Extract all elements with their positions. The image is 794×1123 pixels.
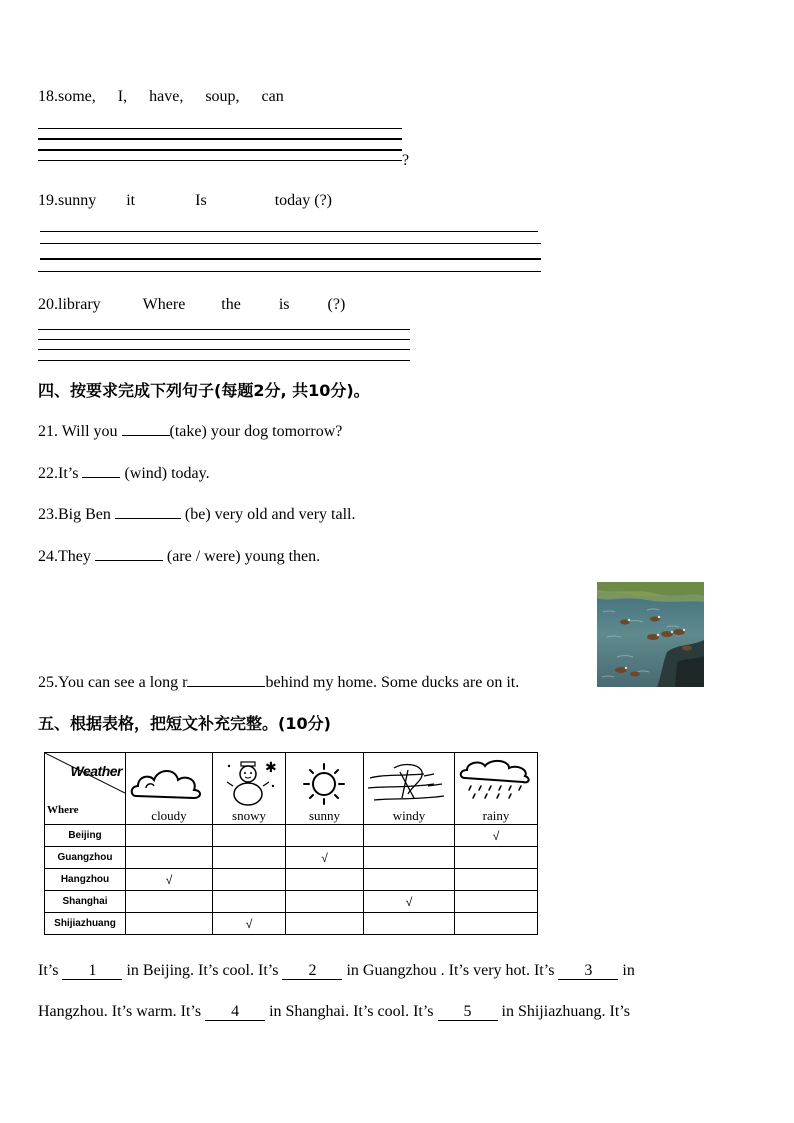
city-cell: Shijiazhuang (45, 913, 126, 935)
cloudy-icon (126, 758, 212, 808)
column-label: rainy (482, 808, 510, 823)
sunny-icon (286, 758, 363, 808)
weather-cell (213, 891, 286, 913)
answer-blank[interactable] (95, 546, 163, 561)
city-cell: Beijing (45, 825, 126, 847)
question-18 (38, 88, 284, 106)
weather-cell (213, 825, 286, 847)
answer-line[interactable] (38, 360, 410, 361)
weather-cell (455, 913, 538, 935)
section-5-heading: 五、根据表格，把短文补充完整。(10分) (38, 714, 331, 733)
weather-cell (455, 869, 538, 891)
answer-line[interactable] (40, 243, 541, 244)
answer-line[interactable] (40, 258, 541, 260)
passage-text: It’s (38, 962, 63, 979)
weather-table (44, 752, 538, 935)
word: soup, (205, 88, 240, 105)
word: (?) (327, 296, 346, 313)
passage-text: Hangzhou. It’s warm. It’s (38, 1003, 206, 1020)
column-label: cloudy (151, 808, 187, 823)
question-25 (38, 672, 519, 692)
weather-cell (126, 869, 213, 891)
weather-cell (126, 891, 213, 913)
table-row (45, 825, 538, 847)
question-19 (38, 192, 332, 210)
weather-cell (455, 847, 538, 869)
check-mark: √ (492, 828, 500, 843)
rainy-icon (455, 758, 537, 808)
word: sunny (58, 192, 97, 209)
word: Where (142, 296, 186, 313)
word: the (221, 296, 241, 313)
passage-blank-4[interactable]: 4 (205, 1004, 265, 1021)
passage-blank-2[interactable]: 2 (282, 963, 342, 980)
check-mark: √ (245, 916, 253, 931)
table-row (45, 891, 538, 913)
check-mark: √ (405, 894, 413, 909)
passage-text: in Shijiazhuang. It’s (497, 1003, 630, 1020)
answer-blank[interactable] (115, 504, 181, 519)
weather-cell (455, 891, 538, 913)
question-text: Big Ben (58, 506, 115, 523)
question-number: 20. (38, 296, 58, 313)
question-text: . Will you (54, 423, 122, 440)
question-22 (38, 463, 210, 483)
passage-line-2 (38, 1003, 630, 1021)
question-number: 21 (38, 423, 54, 440)
answer-line[interactable] (38, 349, 410, 350)
column-label: snowy (232, 808, 266, 823)
table-row (45, 869, 538, 891)
question-text: (be) very old and very tall. (180, 506, 356, 523)
question-text: behind my home. Some ducks are on it. (265, 674, 520, 691)
answer-line[interactable] (40, 231, 538, 232)
weather-cell (364, 891, 455, 913)
question-number: 24. (38, 548, 58, 565)
question-number: 25. (38, 674, 58, 691)
question-text: (wind) today. (120, 465, 210, 482)
question-24 (38, 546, 320, 566)
weather-cell (364, 825, 455, 847)
question-number: 23. (38, 506, 58, 523)
word: some, (58, 88, 96, 105)
check-mark: √ (321, 850, 328, 865)
check-mark: √ (165, 872, 173, 887)
answer-blank[interactable] (82, 463, 120, 478)
column-label: sunny (308, 808, 341, 823)
passage-text: in (618, 962, 635, 979)
answer-line[interactable] (38, 128, 402, 129)
answer-blank[interactable] (122, 421, 170, 436)
question-23 (38, 504, 356, 524)
question-text: You can see a long r (58, 674, 188, 691)
snowy-icon (213, 756, 285, 808)
weather-cell (213, 913, 286, 935)
word: have, (149, 88, 184, 105)
corner-weather-label: Weather (70, 763, 122, 779)
table-row (45, 913, 538, 935)
svg-text:✱: ✱ (265, 760, 277, 776)
passage-blank-3[interactable]: 3 (558, 963, 618, 980)
weather-cell (126, 913, 213, 935)
word: today (?) (274, 192, 332, 209)
city-cell: Hangzhou (45, 869, 126, 891)
weather-cell (286, 891, 364, 913)
word: Is (195, 192, 207, 209)
city-cell: Guangzhou (45, 847, 126, 869)
weather-cell (364, 869, 455, 891)
answer-line[interactable] (38, 271, 541, 272)
passage-text: in Beijing. It’s cool. It’s (122, 962, 283, 979)
answer-line[interactable] (38, 329, 410, 330)
city-cell: Shanghai (45, 891, 126, 913)
passage-line-1 (38, 962, 635, 980)
column-cloudy (126, 753, 213, 825)
question-mark: ? (402, 152, 410, 169)
question-20 (38, 296, 345, 314)
passage-text: in Shanghai. It’s cool. It’s (265, 1003, 438, 1020)
question-text: It’s (58, 465, 83, 482)
weather-cell (213, 847, 286, 869)
table-row (45, 847, 538, 869)
weather-cell (286, 825, 364, 847)
question-text: They (58, 548, 95, 565)
word: library (58, 296, 101, 313)
passage-text: in Guangzhou . It’s very hot. It’s (342, 962, 559, 979)
weather-cell (364, 847, 455, 869)
weather-cell (126, 847, 213, 869)
question-number: 18. (38, 88, 58, 105)
weather-cell (126, 825, 213, 847)
answer-line[interactable] (38, 149, 402, 151)
question-text: (take) your dog tomorrow? (169, 423, 343, 440)
word: is (278, 296, 290, 313)
question-number: 19. (38, 192, 58, 209)
weather-cell (455, 825, 538, 847)
answer-blank[interactable] (187, 672, 265, 687)
column-rainy (455, 753, 538, 825)
weather-cell (364, 913, 455, 935)
section-4-heading: 四、按要求完成下列句子(每题2分, 共10分)。 (38, 381, 370, 400)
word: it (126, 192, 136, 209)
corner-where-label: Where (47, 804, 79, 816)
answer-line[interactable] (38, 339, 410, 340)
weather-cell (213, 869, 286, 891)
column-sunny (286, 753, 364, 825)
table-corner (45, 753, 126, 825)
passage-blank-5[interactable]: 5 (438, 1004, 498, 1021)
word: can (261, 88, 284, 105)
question-21 (38, 421, 342, 441)
column-label: windy (392, 808, 426, 823)
question-text: (are / were) young then. (162, 548, 321, 565)
passage-blank-1[interactable]: 1 (62, 963, 122, 980)
answer-line[interactable] (38, 160, 402, 161)
windy-icon (364, 758, 454, 808)
word: I, (117, 88, 128, 105)
column-snowy (213, 753, 286, 825)
answer-line[interactable] (38, 138, 402, 140)
weather-cell (286, 869, 364, 891)
weather-cell (286, 847, 364, 869)
weather-cell (286, 913, 364, 935)
question-number: 22. (38, 465, 58, 482)
river-ducks-photo (597, 582, 704, 687)
column-windy (364, 753, 455, 825)
